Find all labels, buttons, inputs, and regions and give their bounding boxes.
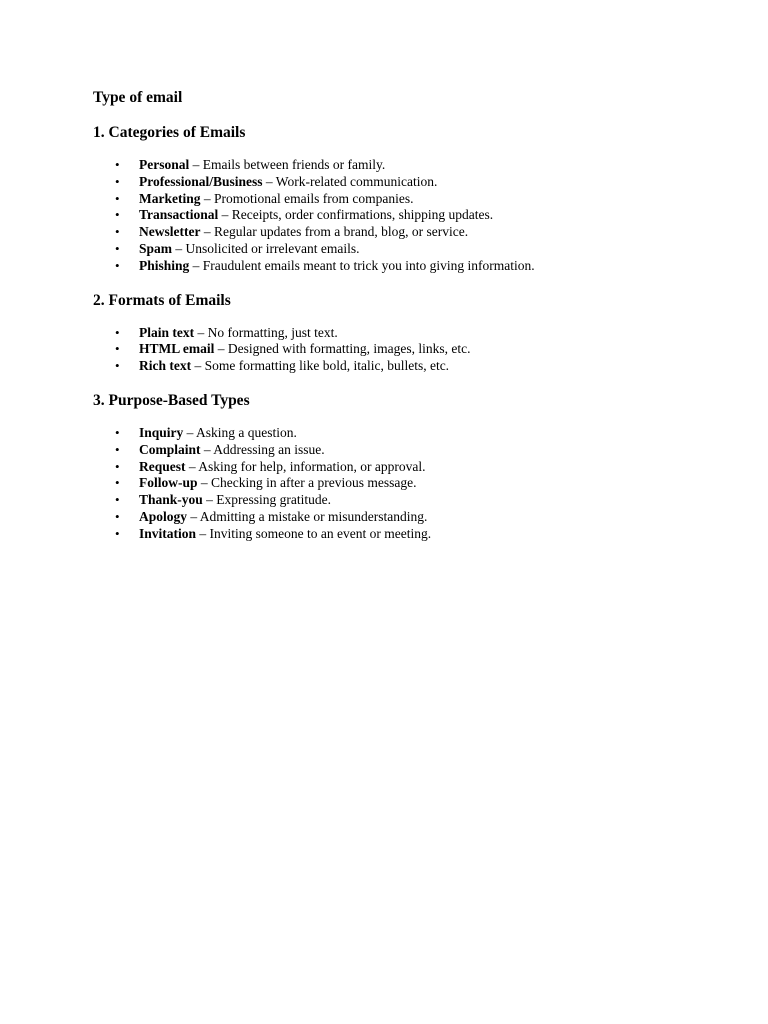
bullet-list bbox=[93, 425, 713, 543]
item-description: Fraudulent emails meant to trick you into giving information. bbox=[202, 257, 535, 273]
list-item bbox=[93, 526, 713, 543]
bullet-icon: • bbox=[115, 525, 120, 541]
item-separator: – bbox=[183, 424, 197, 440]
item-term: Transactional bbox=[139, 207, 219, 223]
item-description: Checking in after a previous message. bbox=[211, 475, 417, 491]
item-term: Plain text bbox=[139, 324, 195, 340]
sections-container bbox=[93, 123, 713, 543]
bullet-icon: • bbox=[115, 324, 120, 340]
list-item bbox=[93, 258, 713, 275]
item-separator: – bbox=[197, 475, 212, 491]
item-term: Professional/Business bbox=[139, 173, 263, 189]
item-description: Emails between friends or family. bbox=[202, 157, 386, 172]
list-item bbox=[93, 174, 713, 191]
item-term: Rich text bbox=[139, 358, 192, 374]
list-item bbox=[93, 442, 713, 459]
item-separator: – bbox=[185, 458, 199, 474]
document-body bbox=[93, 88, 713, 559]
list-item bbox=[93, 325, 713, 342]
item-term: Personal bbox=[139, 157, 190, 172]
item-description: Asking for help, information, or approval. bbox=[198, 458, 426, 474]
bullet-icon: • bbox=[115, 458, 120, 474]
bullet-icon: • bbox=[115, 157, 120, 172]
bullet-icon: • bbox=[115, 358, 120, 374]
item-term: Phishing bbox=[139, 257, 190, 273]
item-term: Apology bbox=[139, 508, 188, 524]
item-separator: – bbox=[202, 492, 217, 508]
item-separator: – bbox=[187, 508, 200, 524]
list-item bbox=[93, 459, 713, 476]
bullet-icon: • bbox=[115, 441, 120, 457]
bullet-icon: • bbox=[115, 492, 120, 508]
list-item bbox=[93, 509, 713, 526]
item-term: Request bbox=[139, 458, 186, 474]
item-separator: – bbox=[189, 257, 203, 273]
bullet-icon: • bbox=[115, 173, 120, 189]
item-separator: – bbox=[200, 190, 214, 206]
list-item bbox=[93, 358, 713, 375]
item-separator: – bbox=[218, 207, 232, 223]
item-term: HTML email bbox=[139, 341, 215, 357]
list-item bbox=[93, 341, 713, 358]
item-description: Regular updates from a brand, blog, or service. bbox=[213, 224, 469, 240]
list-item bbox=[93, 207, 713, 224]
item-term: Invitation bbox=[139, 525, 197, 541]
bullet-icon: • bbox=[115, 207, 120, 223]
list-item bbox=[93, 224, 713, 241]
item-term: Newsletter bbox=[139, 224, 201, 240]
bullet-icon: • bbox=[115, 424, 120, 440]
list-item bbox=[93, 425, 713, 442]
bullet-icon: • bbox=[115, 475, 120, 491]
item-separator: – bbox=[172, 240, 186, 256]
item-separator: – bbox=[214, 341, 228, 357]
section-heading: 3. Purpose-Based Types bbox=[93, 391, 250, 409]
item-description: Admitting a mistake or misunderstanding. bbox=[199, 508, 428, 524]
item-description: Designed with formatting, images, links, etc. bbox=[227, 341, 471, 357]
item-description: Receipts, order confirmations, shipping updates. bbox=[231, 207, 494, 223]
document-title: Type of email bbox=[93, 89, 183, 106]
item-separator: – bbox=[262, 173, 276, 189]
item-description: Promotional emails from companies. bbox=[214, 190, 414, 206]
list-item bbox=[93, 492, 713, 509]
item-separator: – bbox=[189, 157, 203, 172]
item-term: Thank-you bbox=[139, 492, 203, 508]
item-separator: – bbox=[196, 525, 210, 541]
item-separator: – bbox=[200, 441, 214, 457]
bullet-list bbox=[93, 157, 713, 275]
item-term: Inquiry bbox=[139, 424, 184, 440]
bullet-icon: • bbox=[115, 224, 120, 240]
item-description: Inviting someone to an event or meeting. bbox=[209, 525, 432, 541]
item-term: Marketing bbox=[139, 190, 201, 206]
item-term: Complaint bbox=[139, 441, 201, 457]
item-separator: – bbox=[194, 324, 208, 340]
item-description: Work-related communication. bbox=[275, 173, 438, 189]
bullet-icon: • bbox=[115, 190, 120, 206]
list-item bbox=[93, 241, 713, 258]
list-item bbox=[93, 191, 713, 208]
section-heading: 1. Categories of Emails bbox=[93, 124, 246, 141]
item-description: Some formatting like bold, italic, bullets, etc. bbox=[204, 358, 450, 374]
item-description: Unsolicited or irrelevant emails. bbox=[185, 240, 360, 256]
list-item bbox=[93, 475, 713, 492]
section-heading: 2. Formats of Emails bbox=[93, 291, 231, 309]
item-separator: – bbox=[200, 224, 214, 240]
item-description: Expressing gratitude. bbox=[216, 492, 332, 508]
item-description: No formatting, just text. bbox=[207, 324, 338, 340]
bullet-icon: • bbox=[115, 508, 120, 524]
bullet-list bbox=[93, 325, 713, 375]
list-item bbox=[93, 157, 713, 174]
item-term: Follow-up bbox=[139, 475, 198, 491]
bullet-icon: • bbox=[115, 240, 120, 256]
item-description: Addressing an issue. bbox=[213, 441, 325, 457]
item-term: Spam bbox=[139, 240, 173, 256]
item-description: Asking a question. bbox=[196, 424, 297, 440]
item-separator: – bbox=[191, 358, 205, 374]
bullet-icon: • bbox=[115, 257, 120, 273]
bullet-icon: • bbox=[115, 341, 120, 357]
